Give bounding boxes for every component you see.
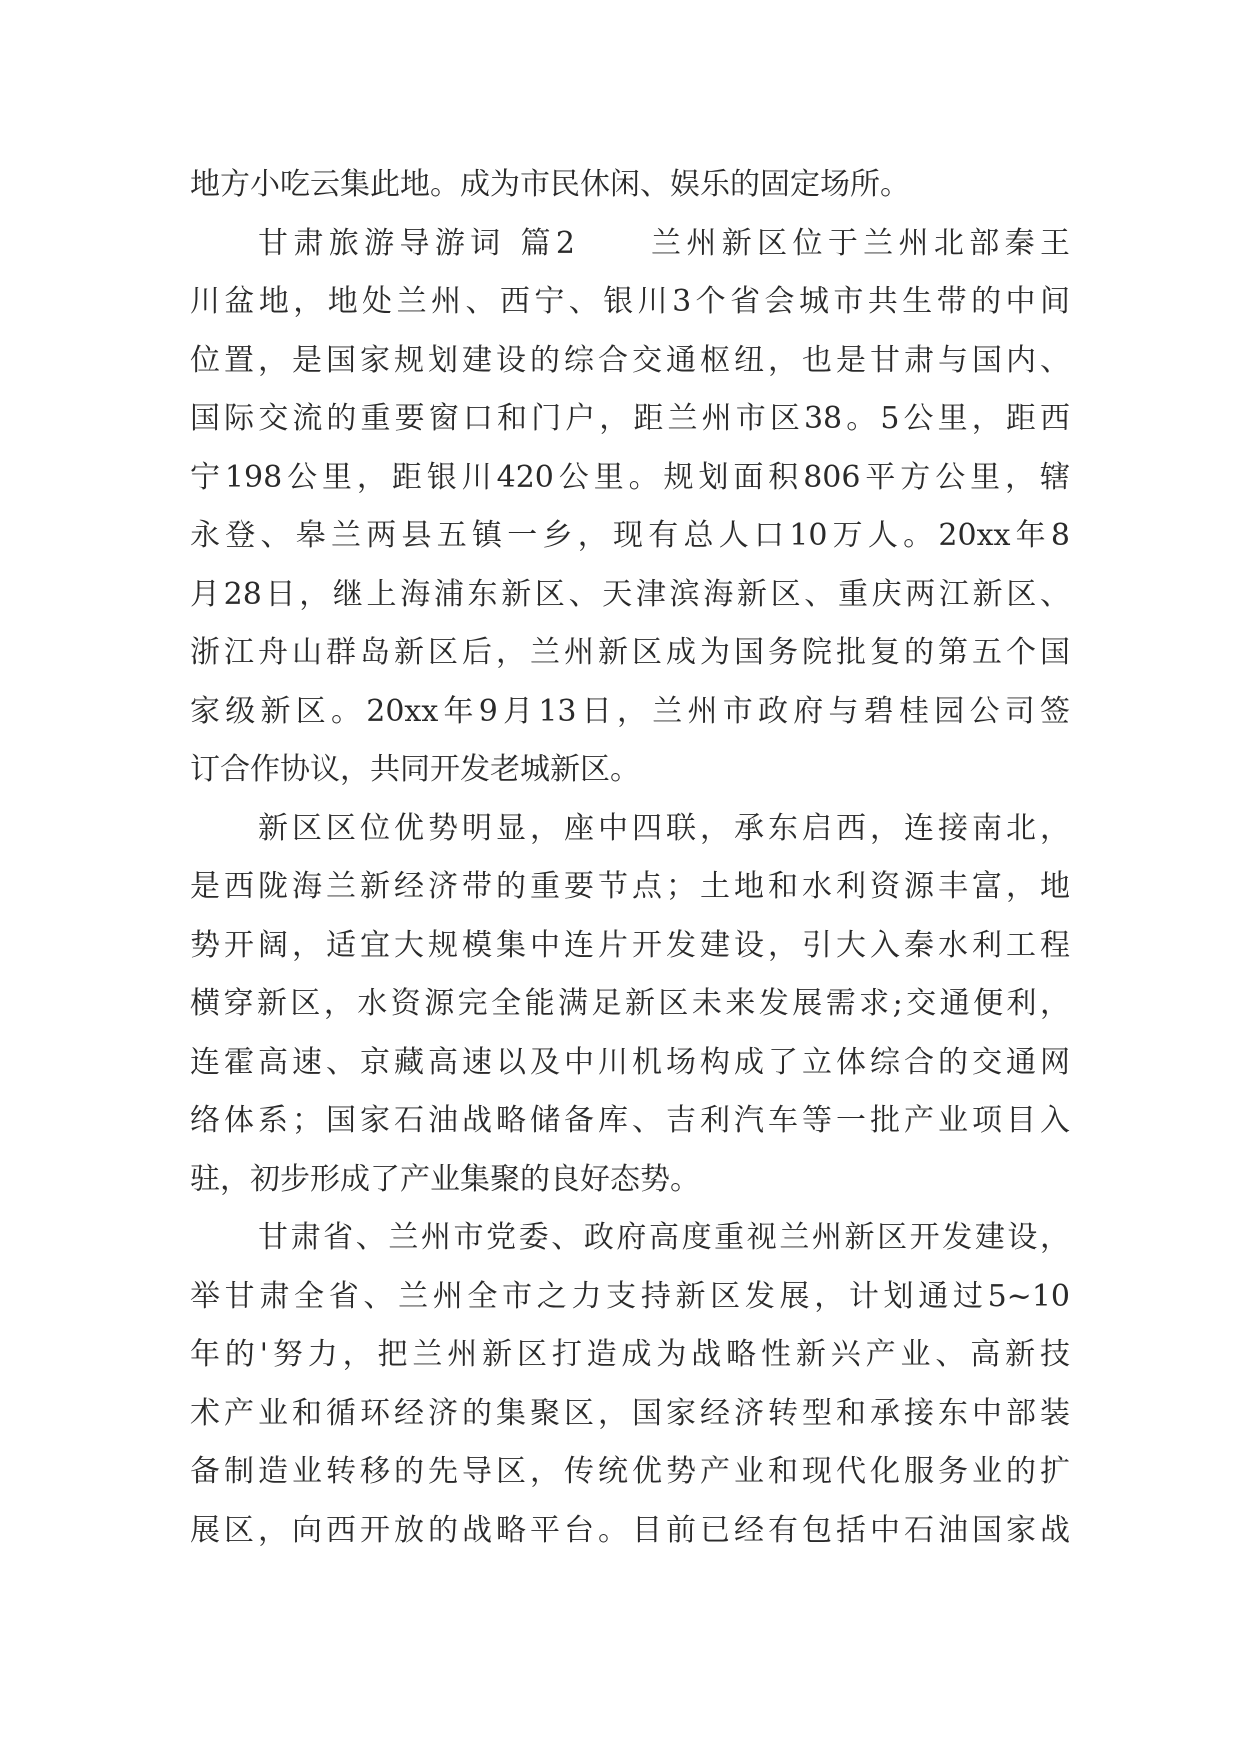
text-line: 备制造业转移的先导区，传统优势产业和现代化服务业的扩 <box>190 1454 1070 1489</box>
text-line: 举甘肃全省、兰州全市之力支持新区发展，计划通过5~10 <box>190 1278 1070 1314</box>
text-line: 川盆地，地处兰州、西宁、银川3个省会城市共生带的中间 <box>190 284 1070 319</box>
text-line: 订合作协议，共同开发老城新区。 <box>190 752 640 787</box>
text-line: 甘肃旅游导游词 篇2 兰州新区位于兰州北部秦王 <box>258 225 1070 261</box>
text-line: 浙江舟山群岛新区后，兰州新区成为国务院批复的第五个国 <box>190 635 1070 670</box>
text-line: 永登、皋兰两县五镇一乡，现有总人口10万人。20xx年8 <box>190 518 1070 553</box>
text-line: 国际交流的重要窗口和门户，距兰州市区38。5公里，距西 <box>190 401 1070 436</box>
text-line: 势开阔，适宜大规模集中连片开发建设，引大入秦水利工程 <box>190 927 1070 963</box>
text-line: 位置，是国家规划建设的综合交通枢纽，也是甘肃与国内、 <box>190 342 1070 378</box>
text-line: 驻，初步形成了产业集聚的良好态势。 <box>190 1161 700 1197</box>
text-line: 是西陇海兰新经济带的重要节点；土地和水利资源丰富，地 <box>190 869 1070 904</box>
text-line: 宁198公里，距银川420公里。规划面积806平方公里，辖 <box>190 459 1070 495</box>
text-line: 连霍高速、京藏高速以及中川机场构成了立体综合的交通网 <box>190 1044 1070 1080</box>
text-line: 月28日，继上海浦东新区、天津滨海新区、重庆两江新区、 <box>190 576 1070 612</box>
text-line: 甘肃省、兰州市党委、政府高度重视兰州新区开发建设， <box>258 1220 1070 1255</box>
text-line: 地方小吃云集此地。成为市民休闲、娱乐的固定场所。 <box>190 167 910 202</box>
text-line: 横穿新区，水资源完全能满足新区未来发展需求;交通便利， <box>190 986 1070 1021</box>
text-line: 家级新区。20xx年9月13日，兰州市政府与碧桂园公司签 <box>190 693 1070 729</box>
text-line: 展区，向西开放的战略平台。目前已经有包括中石油国家战 <box>190 1512 1070 1548</box>
text-line: 络体系；国家石油战略储备库、吉利汽车等一批产业项目入 <box>190 1103 1070 1138</box>
text-line: 术产业和循环经济的集聚区，国家经济转型和承接东中部装 <box>190 1395 1070 1431</box>
text-line: 年的'努力，把兰州新区打造成为战略性新兴产业、高新技 <box>190 1337 1070 1372</box>
text-line: 新区区位优势明显，座中四联，承东启西，连接南北， <box>258 810 1070 846</box>
body-text <box>190 156 1070 1560</box>
